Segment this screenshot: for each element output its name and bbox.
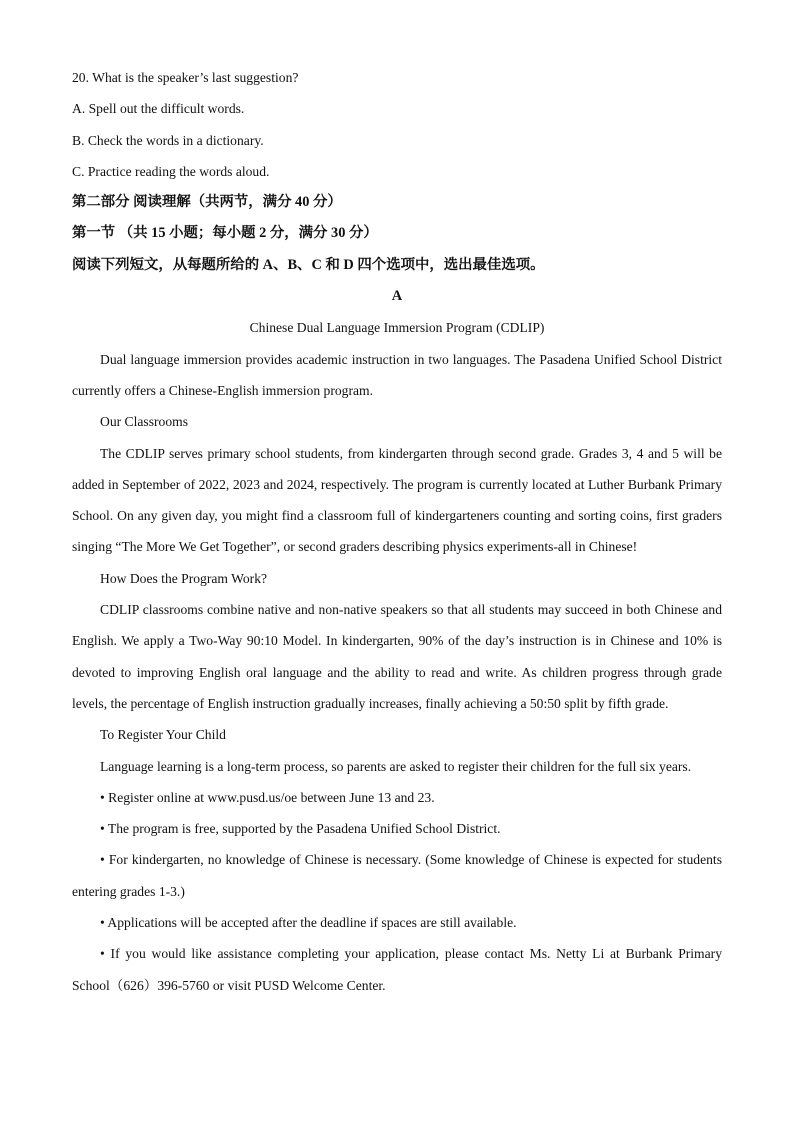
bullet-item: • If you would like assistance completing your application, please contact Ms. Netty Li at Burbank Primary School（626）396-5760 or visit PUSD Welcome Center. (72, 946, 722, 993)
part2-heading: 第二部分 阅读理解（共两节，满分 40 分） (72, 194, 342, 211)
passage-title: Chinese Dual Language Immersion Program (CDLIP) (249, 320, 545, 336)
bullet-item: • The program is free, supported by the Pasadena Unified School District. (100, 821, 501, 837)
register-intro: Language learning is a long-term process, so parents are asked to register their children for the full six years. (100, 758, 692, 774)
instruction-heading: 阅读下列短文，从每题所给的 A、B、C 和 D 四个选项中，选出最佳选项。 (72, 256, 545, 273)
bullet-item: • For kindergarten, no knowledge of Chinese is necessary. (Some knowledge of Chinese is expected for students entering grades 1-3.) (72, 852, 722, 899)
document-page (72, 62, 722, 1001)
bullet-item: • Applications will be accepted after the deadline if spaces are still available. (100, 915, 517, 931)
option-b: B. Check the words in a dictionary. (72, 132, 264, 148)
intro-paragraph: Dual language immersion provides academic instruction in two languages. The Pasadena Unified School District currently offers a Chinese-English immersion program. (72, 351, 722, 398)
register-heading: To Register Your Child (100, 727, 226, 743)
classrooms-paragraph: The CDLIP serves primary school students, from kindergarten through second grade. Grades 3, 4 and 5 will be added in September of 2022, 2023 and 2024, respectively. The program is currently located at Luther Burbank Primary School. On any given day, you might find a classroom full of kindergarteners counting and sorting coins, first graders singing “The More We Get Together”, or second graders describing physics experiments-all in Chinese! (72, 445, 722, 555)
option-a: A. Spell out the difficult words. (72, 101, 245, 117)
section1-heading: 第一节 （共 15 小题；每小题 2 分，满分 30 分） (72, 225, 378, 242)
question-stem: 20. What is the speaker’s last suggestion? (72, 70, 299, 85)
how-paragraph: CDLIP classrooms combine native and non-native speakers so that all students may succeed in both Chinese and English. We apply a Two-Way 90:10 Model. In kindergarten, 90% of the day’s instruction is in Chinese and 10% is devoted to improving English oral language and the ability to read and write. As children progress through grade levels, the percentage of English instruction gradually increases, finally achieving a 50:50 split by fifth grade. (72, 602, 722, 711)
classrooms-heading: Our Classrooms (100, 414, 188, 430)
how-heading: How Does the Program Work? (100, 570, 268, 586)
option-c: C. Practice reading the words aloud. (72, 163, 270, 179)
bullet-item: • Register online at www.pusd.us/oe between June 13 and 23. (100, 789, 435, 805)
passage-letter: A (391, 288, 403, 305)
